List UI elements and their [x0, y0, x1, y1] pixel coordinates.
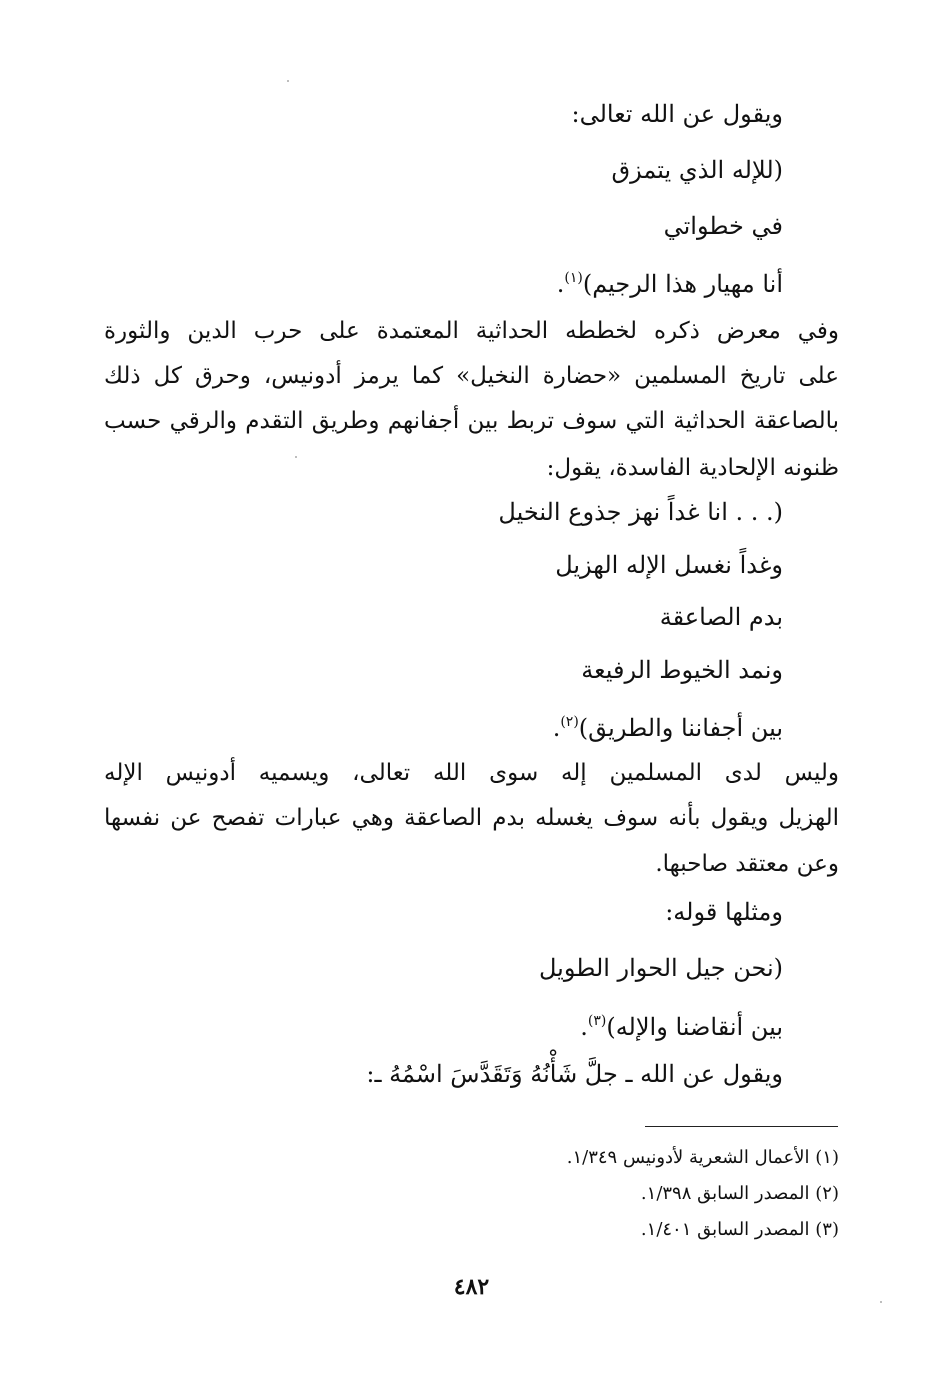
body-line [366, 1058, 783, 1090]
footnote-text: (٢) المصدر السابق ١/٣٩٨. [640, 1183, 839, 1204]
line-text: بدم الصاعقة [659, 603, 783, 631]
line-text: وليس لدى المسلمين إله سوى الله تعالى، ويسميه أدونيس الإله [104, 760, 839, 786]
footnote [641, 1217, 839, 1243]
line-end: . [552, 714, 561, 742]
line-text: أنا مهيار هذا الرجيم) [582, 270, 783, 298]
line-text: (. . . انا غداً نهز جذوع النخيل [498, 498, 783, 526]
line-text: ويقول عن الله ـ جلَّ شَأْنُهُ وَتَقَدَّسَ اسْمُهُ ـ: [366, 1060, 783, 1088]
line-text: وعن معتقد صاحبها. [655, 851, 839, 877]
footnote-ref: (٢) [560, 714, 579, 730]
poem-line [581, 654, 783, 686]
paragraph-line [104, 360, 839, 392]
line-text: وفي معرض ذكره لخططه الحداثية المعتمدة على حرب الدين والثورة [104, 318, 839, 344]
paragraph-line [104, 315, 839, 347]
footnote-text: (١) الأعمال الشعرية لأدونيس ١/٣٤٩. [566, 1147, 839, 1168]
poem-line [580, 1005, 783, 1043]
paragraph-line [655, 848, 839, 880]
poem-line [539, 952, 783, 984]
line-text: الهزيل ويقول بأنه سوف يغسله بدم الصاعقة وهي عبارات تفصح عن نفسها [104, 805, 839, 831]
line-text: بين أنقاضنا والإله) [606, 1013, 783, 1041]
line-text: (للإله الذي يتمزق [611, 156, 783, 184]
line-text: ويقول عن الله تعالى: [571, 100, 783, 128]
footnote-divider [645, 1126, 838, 1127]
paragraph-line [104, 757, 839, 789]
footnote-text: (٣) المصدر السابق ١/٤٠١. [640, 1219, 839, 1240]
line-text: ظنونه الإلحادية الفاسدة، يقول: [546, 455, 839, 481]
scan-speck [287, 80, 289, 82]
scan-speck [295, 456, 297, 458]
poem-line [664, 210, 783, 242]
line-end: . [556, 270, 565, 298]
line-text: ومثلها قوله: [665, 898, 783, 926]
body-line [572, 98, 784, 130]
body-line [665, 896, 783, 928]
line-text: ونمد الخيوط الرفيعة [581, 656, 783, 684]
footnote-ref: (٣) [587, 1013, 607, 1029]
line-end: . [580, 1013, 588, 1041]
line-text: بالصاعقة الحداثية التي سوف تربط بين أجفانهم وطريق التقدم والرقي حسب [104, 408, 839, 434]
footnote [567, 1145, 839, 1171]
footnote-ref: (١) [564, 270, 583, 286]
line-text: (نحن جيل الحوار الطويل [539, 954, 783, 982]
line-text: على تاريخ المسلمين «حضارة النخيل» كما يرمز أدونيس، وحرق كل ذلك [104, 363, 839, 389]
poem-line [612, 154, 783, 186]
poem-line [553, 706, 783, 744]
poem-line [555, 549, 783, 581]
scan-speck [880, 1301, 882, 1303]
paragraph-line [104, 802, 839, 834]
page-number: ٤٨٢ [453, 1274, 490, 1300]
poem-line [557, 262, 783, 300]
line-text: بين أجفاننا والطريق) [578, 714, 783, 742]
poem-line [660, 601, 783, 633]
line-text: في خطواتي [663, 212, 783, 240]
line-text: وغداً نغسل الإله الهزيل [555, 551, 783, 579]
footnote [641, 1181, 839, 1207]
paragraph-line [547, 452, 839, 484]
poem-line [498, 496, 783, 528]
paragraph-line [104, 405, 839, 437]
